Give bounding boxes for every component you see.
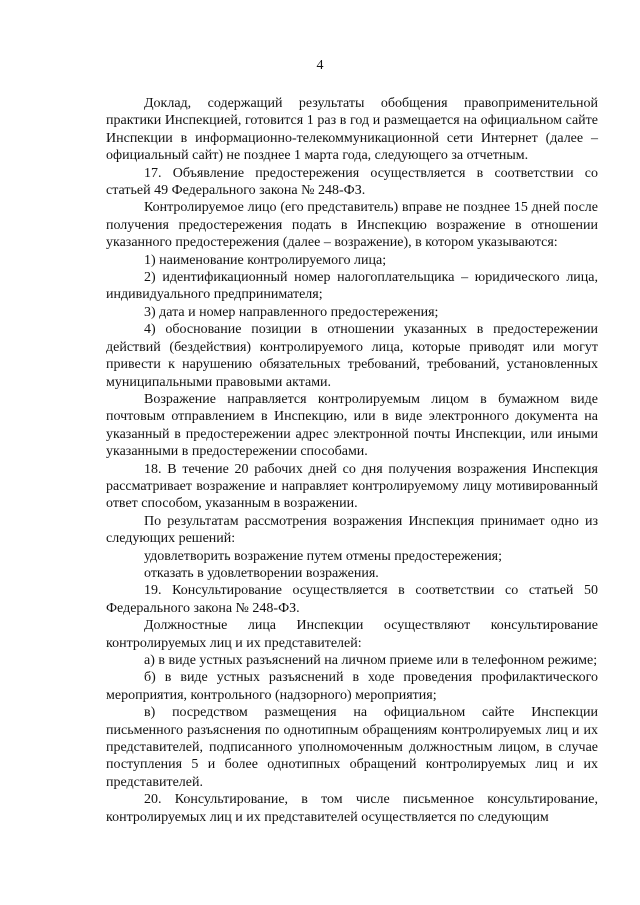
paragraph-18-review: 18. В течение 20 рабочих дней со дня получения возражения Инспекция рассматривает возражение и направляет контролируемому лицу мотивированный ответ способом, указанным в возражении. [106, 461, 598, 512]
paragraph-20-consulting: 20. Консультирование, в том числе письменное консультирование, контролируемых лиц и их представителей осуществляется по следующим [106, 792, 598, 825]
paragraph-17-warning: 17. Объявление предостережения осуществляется в соответствии со статьей 49 Федерального закона № 248-ФЗ. [106, 165, 598, 199]
paragraph-objection-delivery: Возражение направляется контролируемым лицом в бумажном виде почтовым отправлением в Инспекцию, или в виде электронного документа на указанный в предостережении адрес электронной почты Инспекции, или иными указанными в предостережении способами. [106, 391, 598, 460]
list-item-2: 2) идентификационный номер налогоплательщика – юридического лица, индивидуального предпринимателя; [106, 270, 598, 303]
document-body [106, 95, 598, 826]
list-item-3: 3) дата и номер направленного предостережения; [144, 304, 439, 320]
consulting-item-c: в) посредством размещения на официальном сайте Инспекции письменного разъяснения по однотипным обращениям контролируемых лиц и их представителей, подписанного уполномоченным должностным лицом, в случае поступления 5 и более однотипных обращений контролируемых лиц и их представителей. [106, 705, 598, 790]
paragraph-decisions: По результатам рассмотрения возражения Инспекция принимает одно из следующих решений: [106, 513, 598, 547]
decision-item-2: отказать в удовлетворении возражения. [144, 565, 379, 581]
paragraph-officials: Должностные лица Инспекции осуществляют консультирование контролируемых лиц и их представителей: [106, 618, 598, 651]
list-item-1: 1) наименование контролируемого лица; [144, 252, 387, 268]
paragraph-objection-right: Контролируемое лицо (его представитель) вправе не позднее 15 дней после получения предостережения подать в Инспекцию возражение в отношении указанного предостережения (далее – возражение), в котором указываются: [106, 200, 598, 251]
list-item-4: 4) обоснование позиции в отношении указанных в предостережении действий (бездействия) контролируемого лица, которые приводят или могут привести к нарушению обязательных требований, требований, установленных муниципальными правовыми актами. [106, 322, 598, 390]
paragraph-19-consulting: 19. Консультирование осуществляется в соответствии со статьей 50 Федерального закона № 248-ФЗ. [106, 583, 598, 616]
paragraph-report: Доклад, содержащий результаты обобщения правоприменительной практики Инспекцией, готовится 1 раз в год и размещается на официальном сайте Инспекции в информационно-телекоммуникационной сети Интернет (далее – официальный сайт) не позднее 1 марта года, следующего за отчетным. [106, 96, 598, 164]
decision-item-1: удовлетворить возражение путем отмены предостережения; [144, 548, 503, 564]
consulting-item-b: б) в виде устных разъяснений в ходе проведения профилактического мероприятия, контрольного (надзорного) мероприятия; [106, 670, 598, 703]
page-number: 4 [316, 58, 324, 73]
consulting-item-a: а) в виде устных разъяснений на личном приеме или в телефонном режиме; [144, 653, 598, 668]
